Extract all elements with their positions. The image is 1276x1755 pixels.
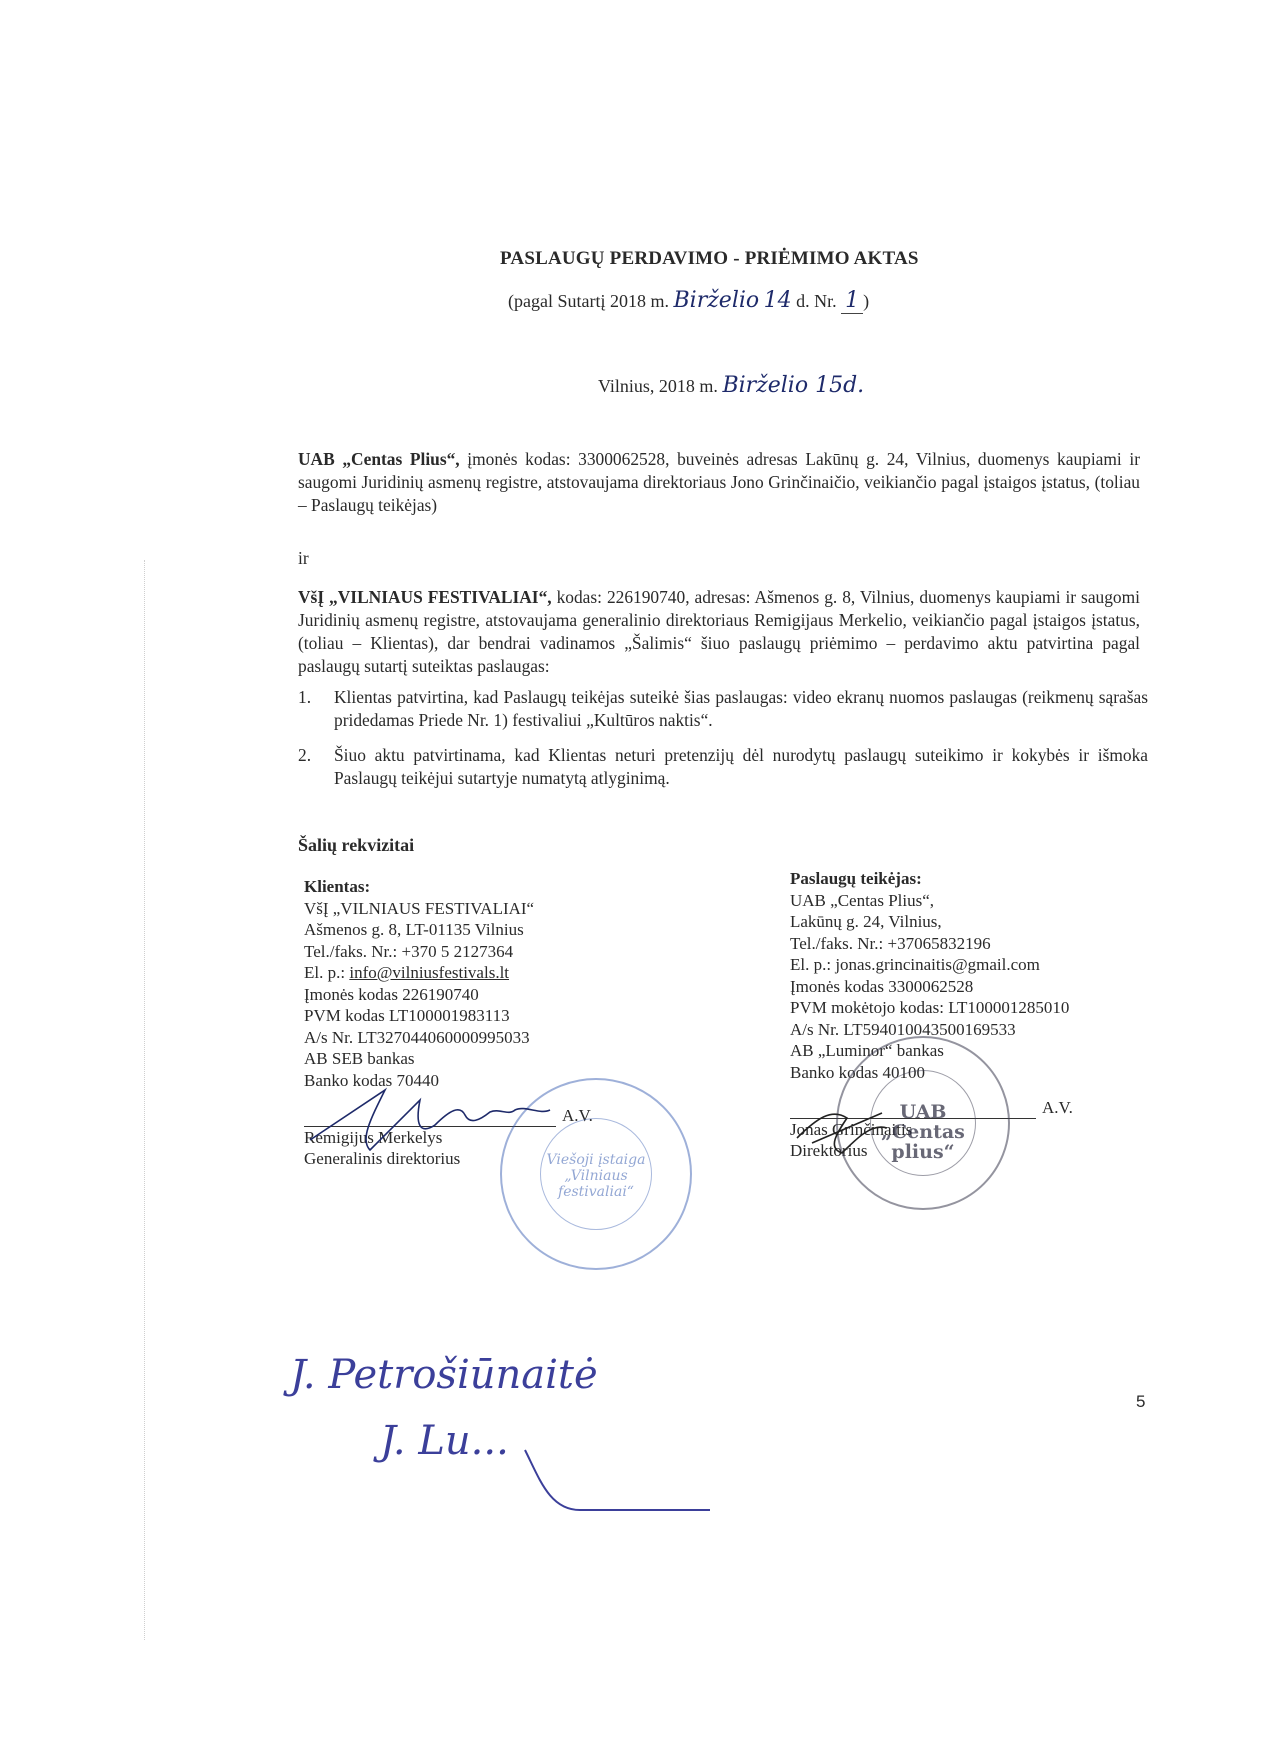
provider-vat-code: PVM mokėtojo kodas: LT100001285010 xyxy=(790,998,1070,1017)
client-name: VšĮ „VILNIAUS FESTIVALIAI“ xyxy=(304,898,535,918)
contract-reference-prefix: (pagal Sutartį 2018 m. xyxy=(508,291,669,311)
page-number: 5 xyxy=(1136,1392,1146,1411)
client-bank-code: Banko kodas 70440 xyxy=(304,1070,440,1090)
client-email-row xyxy=(304,962,634,984)
provider-paragraph-text: įmonės kodas: 3300062528, buveinės adresas Lakūnų g. 24, Vilnius, duomenys kaupiami ir saugomi Juridinių asmenų registre, atstovaujama direktoriaus Jono Grinčinaičio, veikiančio pagal įstaigos įstatus, (toliau – Paslaugų teikėjas) xyxy=(298,449,1140,515)
client-paragraph xyxy=(298,586,1140,678)
services-list xyxy=(298,686,1148,802)
provider-paragraph xyxy=(298,448,1140,517)
handwritten-note-line2: J. Lu... xyxy=(380,1418,509,1464)
provider-company-code: Įmonės kodas 3300062528 xyxy=(790,976,974,996)
handwritten-flourish xyxy=(520,1440,720,1520)
client-paragraph-text: kodas: 226190740, adresas: Ašmenos g. 8, Vilnius, duomenys kaupiami ir saugomi Juridinių asmenų registre, atstovaujama generalinio direktoriaus Remigijaus Merkelio, veikiančio pagal įstaigos įstatus, (toliau – Klientas), dar bendrai vadinamos „Šalimis“ šiuo paslaugų priėmimo – perdavimo aktu patvirtina pagal paslaugų sutartį suteiktas paslaugas: xyxy=(298,587,1140,676)
list-item-number: 2. xyxy=(298,745,312,765)
list-item-text: Klientas patvirtina, kad Paslaugų teikėjas suteikė šias paslaugas: video ekranų nuomos paslaugas (reikmenų sąrašas pridedamas Priede Nr. 1) festivaliui „Kultūros naktis“. xyxy=(334,687,1148,730)
list-item xyxy=(298,744,1148,790)
handwritten-day: 14 xyxy=(763,288,792,313)
provider-email: El. p.: jonas.grincinaitis@gmail.com xyxy=(790,955,1040,974)
client-signer-name: Remigijus Merkelys xyxy=(304,1127,443,1147)
client-phone: Tel./faks. Nr.: +370 5 2127364 xyxy=(304,941,514,961)
requisites-heading: Šalių rekvizitai xyxy=(298,835,415,855)
contract-reference-suffix: ) xyxy=(863,291,870,311)
handwritten-note-line1: J. Petrošiūnaitė xyxy=(290,1352,598,1398)
contract-reference xyxy=(508,288,869,313)
client-stamp-text: Viešoji įstaiga „Vilniaus festivaliai“ xyxy=(546,1152,646,1200)
provider-signer-position: Direktorius xyxy=(790,1141,868,1160)
provider-phone: Tel./faks. Nr.: +37065832196 xyxy=(790,933,991,953)
provider-signer-name: Jonas Grinčinaitis xyxy=(790,1119,913,1139)
client-vat-code: PVM kodas LT100001983113 xyxy=(304,1006,510,1025)
place-date-prefix: Vilnius, 2018 m. xyxy=(598,376,718,396)
provider-name: UAB „Centas Plius“, xyxy=(790,890,935,910)
client-heading: Klientas: xyxy=(304,877,371,896)
provider-account: A/s Nr. LT594010043500169533 xyxy=(790,1019,1016,1039)
provider-heading: Paslaugų teikėjas: xyxy=(790,869,922,888)
list-item-text: Šiuo aktu patvirtinama, kad Klientas neturi pretenzijų dėl nurodytų paslaugų suteikimo ir kokybės ir išmoka Paslaugų teikėjui sutartyje numatytą atlyginimą. xyxy=(334,745,1148,788)
list-item-number: 1. xyxy=(298,687,312,707)
provider-bank-code: Banko kodas 40100 xyxy=(790,1062,926,1082)
provider-stamp-place: A.V. xyxy=(1042,1098,1073,1117)
client-signer-position: Generalinis direktorius xyxy=(304,1149,461,1168)
client-account: A/s Nr. LT327044060000995033 xyxy=(304,1027,530,1047)
place-and-date xyxy=(598,373,864,398)
provider-signature xyxy=(792,1098,912,1168)
handwritten-month: Birželio xyxy=(673,288,760,313)
client-signature xyxy=(300,1080,560,1160)
document-title: PASLAUGŲ PERDAVIMO - PRIĖMIMO AKTAS xyxy=(500,248,919,269)
provider-party-name: UAB „Centas Plius“, xyxy=(298,449,460,469)
scan-artifact-line xyxy=(144,560,145,1640)
contract-number-label: d. Nr. xyxy=(796,291,837,311)
provider-stamp-text: UAB „Centas plius“ xyxy=(881,1101,965,1163)
client-stamp-place: A.V. xyxy=(562,1106,593,1125)
client-address: Ašmenos g. 8, LT-01135 Vilnius xyxy=(304,920,524,939)
handwritten-contract-number: 1 xyxy=(841,288,863,314)
provider-address: Lakūnų g. 24, Vilnius, xyxy=(790,912,942,931)
handwritten-date: Birželio 15d. xyxy=(722,373,865,398)
provider-bank: AB „Luminor“ bankas xyxy=(790,1041,944,1060)
list-item xyxy=(298,686,1148,732)
client-email-label: El. p.: xyxy=(304,963,350,982)
client-company-code: Įmonės kodas 226190740 xyxy=(304,984,479,1004)
conjunction-and: ir xyxy=(298,548,309,568)
client-bank: AB SEB bankas xyxy=(304,1049,415,1068)
client-email-link[interactable]: info@vilniusfestivals.lt xyxy=(349,963,510,982)
client-party-name: VšĮ „VILNIAUS FESTIVALIAI“, xyxy=(298,587,552,607)
